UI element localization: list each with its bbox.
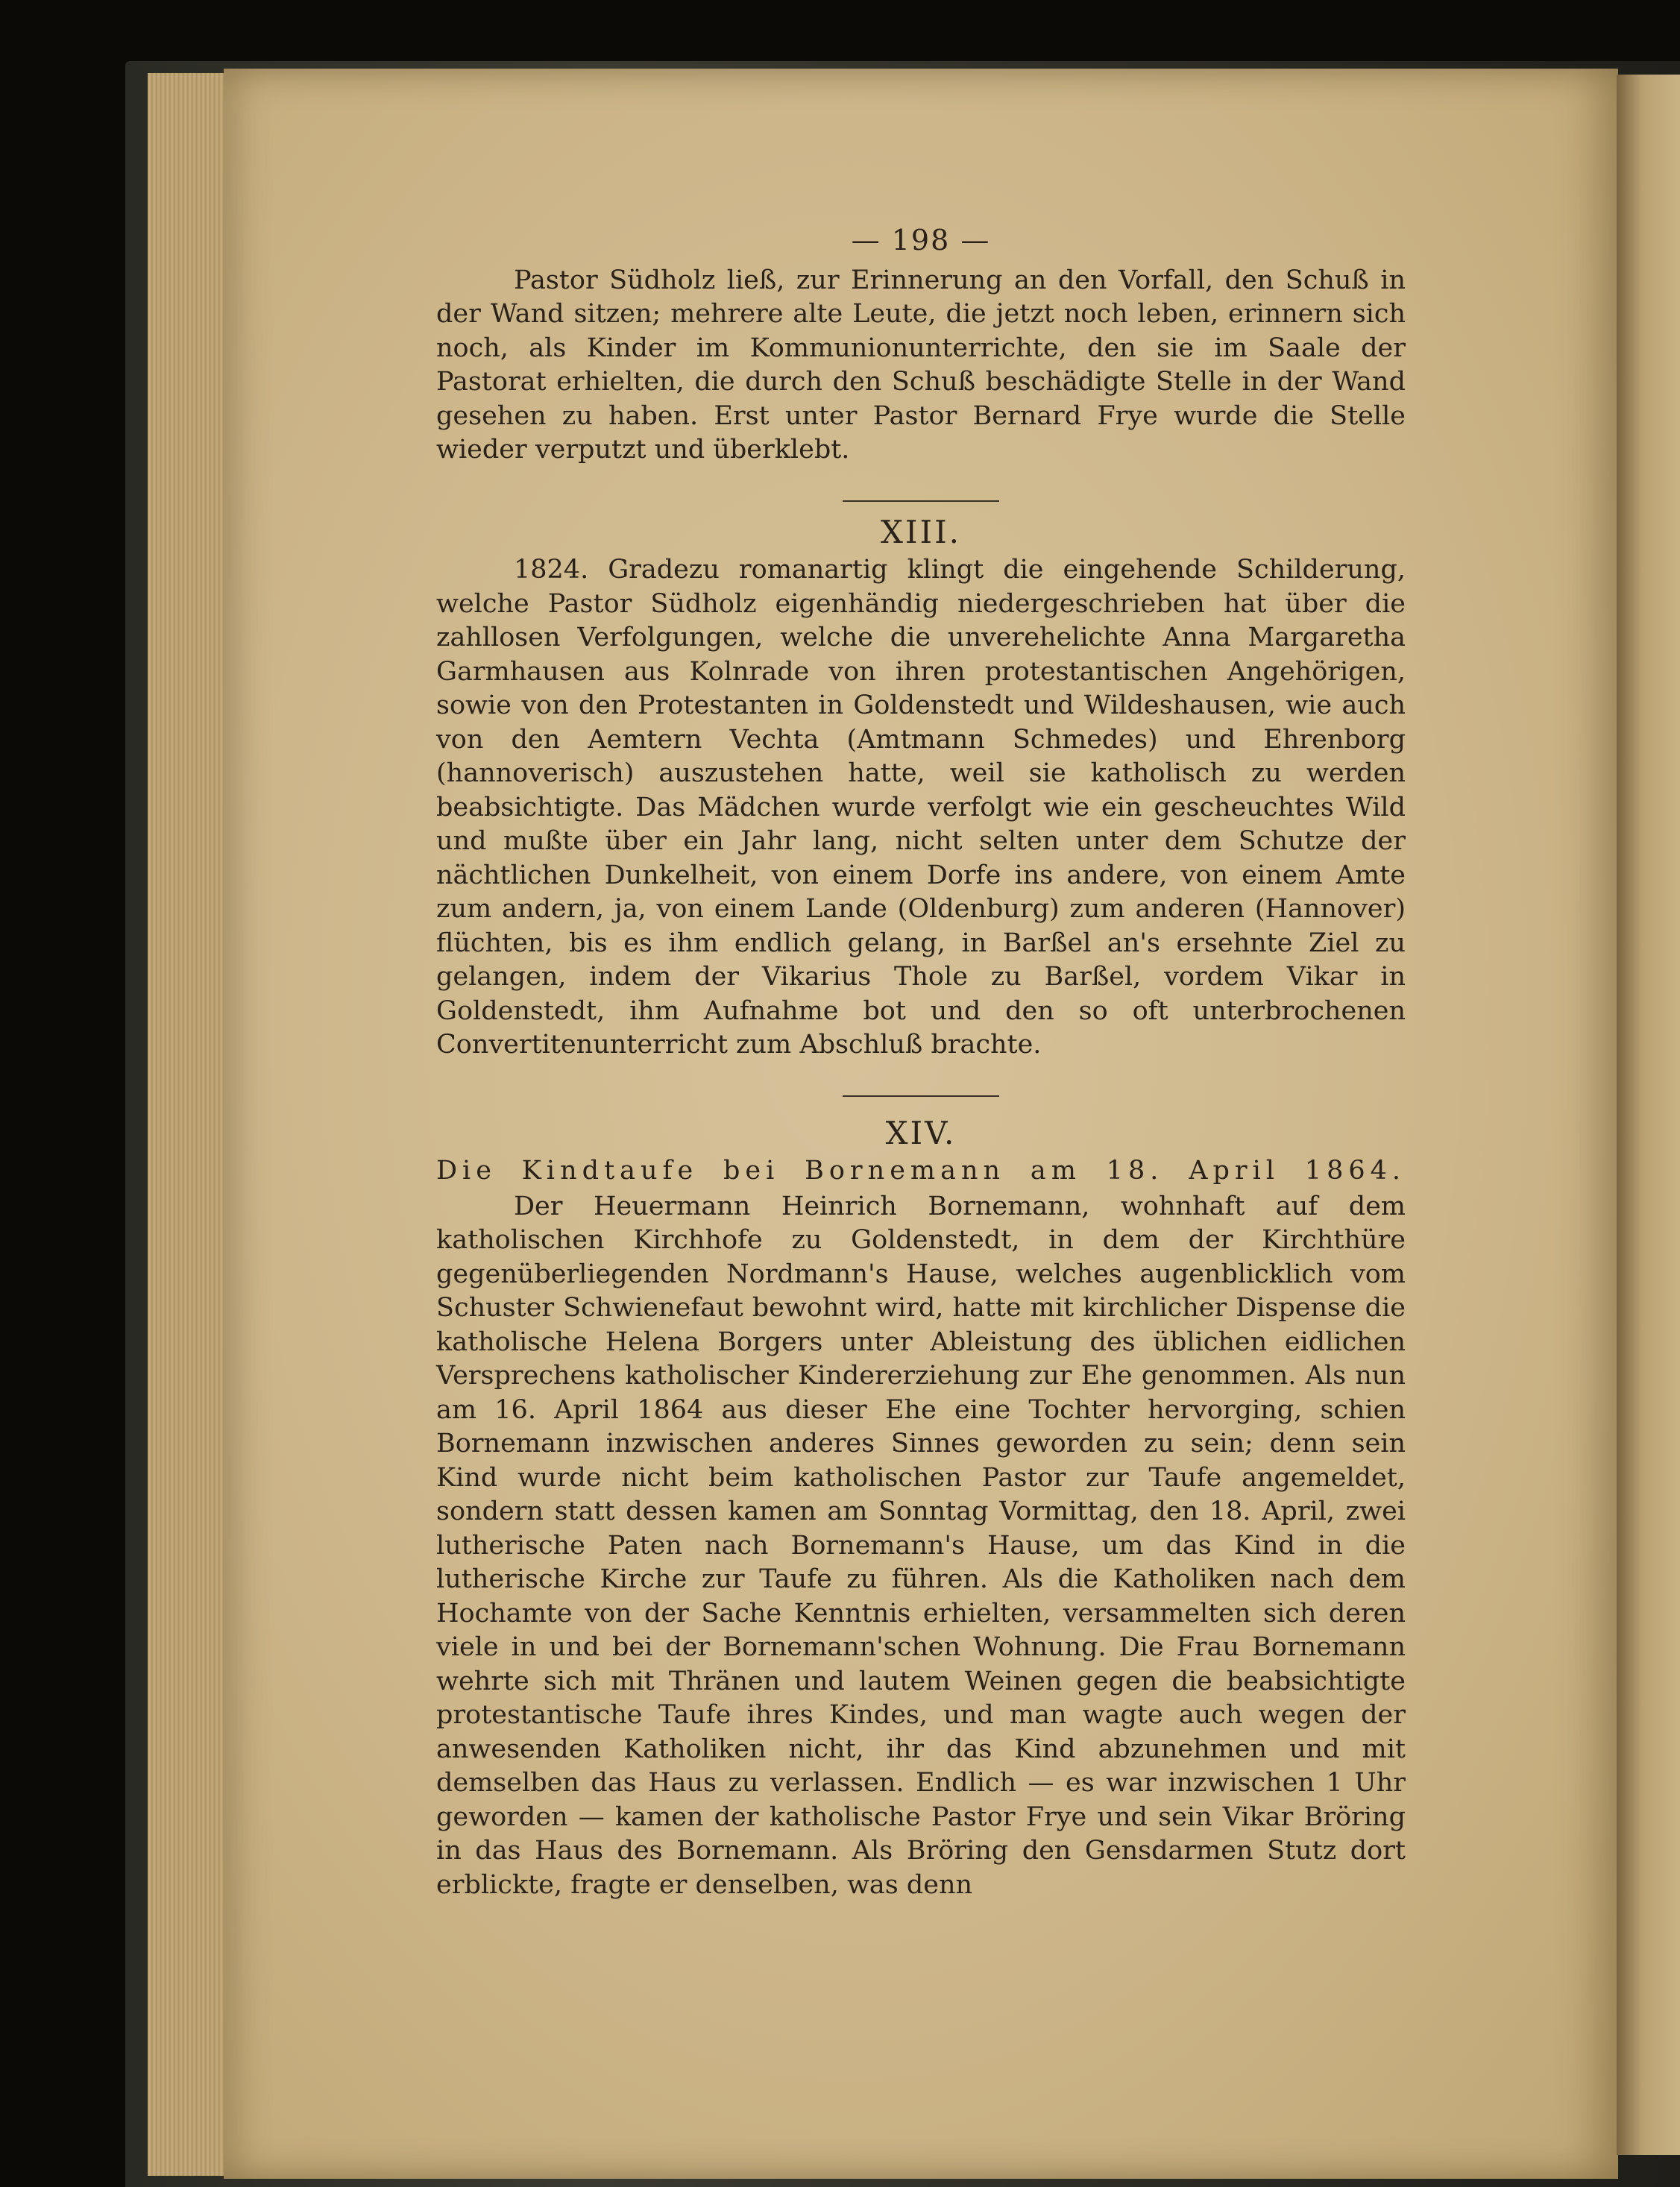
section-divider: [843, 1095, 999, 1097]
section-14-paragraph: Der Heuermann Heinrich Bornemann, wohnhaft auf dem katholischen Kirchhofe zu Goldenstedt, in dem der Kirchthüre gegenüberliegenden Nordmann's Hause, welches augenblicklich vom Schuster Schwienefaut bewohnt wird, hatte mit kirchlicher Dispense die katholische Helena Borgers unter Ableistung des üblichen eidlichen Versprechens katholischer Kindererziehung zur Ehe genommen. Als nun am 16. April 1864 aus dieser Ehe eine Tochter hervorging, schien Bornemann inzwischen anderes Sinnes geworden zu sein; denn sein Kind wurde nicht beim katholischen Pastor zur Taufe angemeldet, sondern statt dessen kamen am Sonntag Vormittag, den 18. April, zwei lutherische Paten nach Bornemann's Hause, um das Kind in die lutherische Kirche zur Taufe zu führen. Als die Katholiken nach dem Hochamte von der Sache Kenntnis erhielten, versammelten sich deren viele in und bei der Bornemann'schen Wohnung. Die Frau Bornemann wehrte sich mit Thränen und lautem Weinen gegen die beabsichtigte protestantische Taufe ihres Kindes, und man wagte auch wegen der anwesenden Katholiken nicht, ihr das Kind abzunehmen und mit demselben das Haus zu verlassen. Endlich — es war inzwischen 1 Uhr geworden — kamen der katholische Pastor Frye und sein Vikar Bröring in das Haus des Bornemann. Als Bröring den Gensdarmen Stutz dort erblickte, fragte er denselben, was denn: [436, 1191, 1406, 1900]
facing-page-edge: [1617, 75, 1680, 2155]
page-content: [436, 224, 1406, 1902]
page-edges: [148, 73, 230, 2176]
section-14-number: XIV.: [885, 1114, 957, 1151]
section-14-title: Die Kindtaufe bei Bornemann am 18. April 1864.: [436, 1156, 1406, 1186]
section-13-paragraph: 1824. Gradezu romanartig klingt die eingehende Schilderung, welche Pastor Südholz eigenhändig niedergeschrieben hat über die zahllosen Verfolgungen, welche die unverehelichte Anna Margaretha Garmhausen aus Kolnrade von ihren protestantischen Angehörigen, sowie von den Protestanten in Goldenstedt und Wildeshausen, wie auch von den Aemtern Vechta (Amtmann Schmedes) und Ehrenborg (hannoverisch) auszustehen hatte, weil sie katholisch zu werden beabsichtigte. Das Mädchen wurde verfolgt wie ein gescheuchtes Wild und mußte über ein Jahr lang, nicht selten unter dem Schutze der nächtlichen Dunkelheit, von einem Dorfe ins andere, von einem Amte zum andern, ja, von einem Lande (Oldenburg) zum anderen (Hannover) flüchten, bis es ihm endlich gelang, in Barßel an's ersehnte Ziel zu gelangen, indem der Vikarius Thole zu Barßel, vordem Vikar in Goldenstedt, ihm Aufnahme bot und den so oft unterbrochenen Convertitenunterricht zum Abschluß brachte.: [436, 555, 1406, 1060]
intro-paragraph: Pastor Südholz ließ, zur Erinnerung an den Vorfall, den Schuß in der Wand sitzen; mehrere alte Leute, die jetzt noch leben, erinnern sich noch, als Kinder im Kommunionunterrichte, den sie im Saale der Pastorat erhielten, die durch den Schuß beschädigte Stelle in der Wand gesehen zu haben. Erst unter Pastor Bernard Frye wurde die Stelle wieder verputzt und überklebt.: [436, 265, 1406, 465]
page-number: — 198 —: [851, 224, 991, 257]
section-13-number: XIII.: [880, 513, 962, 550]
section-divider: [843, 500, 999, 502]
